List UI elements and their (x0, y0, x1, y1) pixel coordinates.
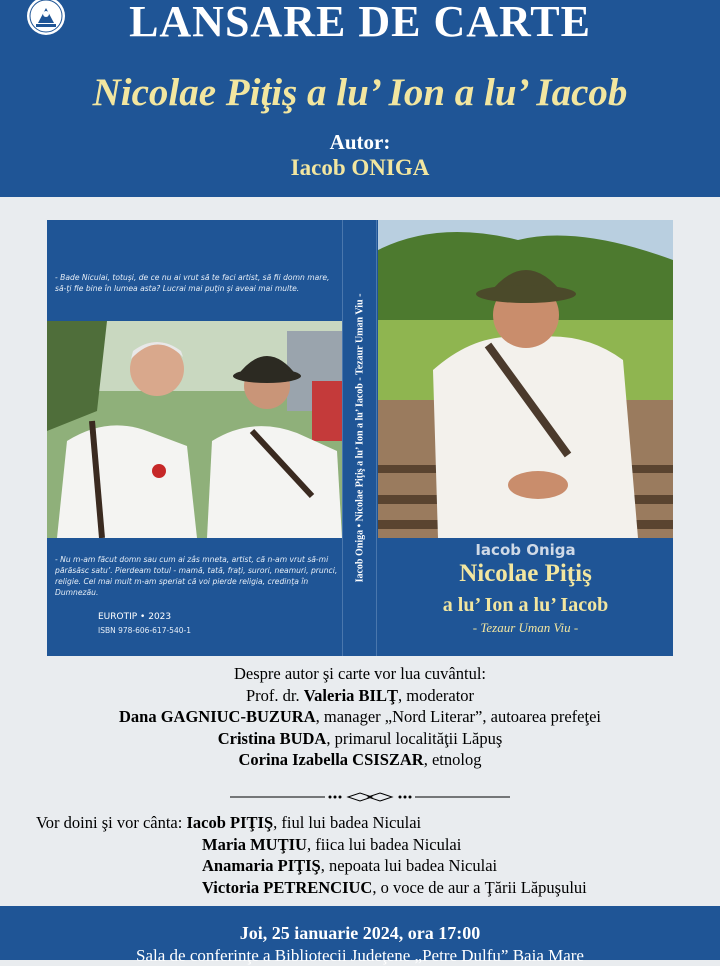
singer-role: , fiul lui badea Niculai (273, 813, 422, 832)
speakers-section (0, 663, 720, 771)
singer-role: , nepoata lui badea Niculai (320, 856, 498, 875)
front-title: Nicolae Piţiş (459, 560, 592, 587)
spine-text: Iacob Oniga • Nicolae Piţiş a lu’ Ion a lu’ Iacob - Tezaur Uman Viu - (354, 293, 365, 583)
speaker-name: Valeria BILŢ (303, 685, 398, 705)
author-name: Iacob ONIGA (290, 155, 430, 180)
speaker-name: Dana GAGNIUC-BUZURA (118, 707, 316, 726)
isbn: ISBN 978-606-617-540-1 (98, 626, 191, 635)
ornament-divider (230, 792, 510, 802)
singer-name: Anamaria PIŢIŞ (202, 856, 321, 875)
speaker-name: Corina Izabella CSISZAR (238, 750, 424, 769)
singer-name: Victoria PETRENCIUC (202, 877, 373, 897)
singer-name: Maria MUŢIU (202, 834, 307, 854)
speaker-prefix: Prof. dr. (245, 685, 304, 705)
front-title-line2: a lu’ Ion a lu’ Iacob (442, 594, 609, 616)
singer-row (202, 834, 461, 856)
page-title: LANSARE DE CARTE (129, 0, 591, 46)
header-band (0, 0, 720, 197)
front-series: - Tezaur Uman Viu - (472, 620, 579, 635)
speaker-row (0, 685, 720, 707)
speaker-role: , etnolog (423, 750, 482, 769)
book-title: Nicolae Piţiş a lu’ Ion a lu’ Iacob (92, 71, 628, 114)
event-band (0, 906, 720, 965)
speaker-row (0, 749, 720, 771)
event-venue: Sala de conferinţe a Bibliotecii Judeţene „Petre Dulfu” Baia Mare (136, 946, 584, 965)
singer-row (202, 855, 497, 877)
speaker-name: Cristina BUDA (217, 728, 327, 748)
singer-role: , o voce de aur a Ţării Lăpuşului (372, 877, 587, 897)
singer-row (202, 877, 587, 899)
back-quote-top: - Bade Niculai, totuşi, de ce nu ai vrut să te faci artist, să fii domn mare, să-ţi fie bine în lumea asta? Lucrai mai puţin şi aveai mai multe. (55, 273, 330, 293)
speakers-intro: Despre autor şi carte vor lua cuvântul: (234, 664, 486, 683)
singer-role: , fiica lui badea Niculai (306, 834, 462, 854)
front-cover (378, 220, 673, 656)
speaker-role: , moderator (397, 685, 475, 705)
speaker-role: , primarul localităţii Lăpuş (326, 728, 503, 748)
book-cover (47, 220, 673, 656)
two-men-photo (47, 321, 342, 538)
back-cover (47, 220, 342, 656)
singers-intro: Vor doini şi vor cânta: (36, 813, 187, 832)
singer-name: Iacob PIŢIŞ (186, 813, 274, 832)
speaker-row (0, 728, 720, 750)
publisher: EUROTIP • 2023 (98, 612, 172, 622)
book-spine (342, 220, 377, 656)
speaker-row (0, 706, 720, 728)
back-quote-bottom: - Nu m-am făcut domn sau cum ai zâs mneta, artist, că n-am vrut să-mi părăsăsc satu’. Pierdeam totul - mamă, tată, fraţi, surori, neamuri, prunci, religie. Cel mai mult m-am speriat că voi pierde religia, credinţa în Dumnezău. (55, 555, 338, 597)
old-man-photo (378, 220, 673, 538)
speaker-role: , manager „Nord Literar”, autoarea prefeţei (315, 707, 601, 726)
event-date: Joi, 25 ianuarie 2024, ora 17:00 (239, 923, 481, 943)
singer-row (36, 812, 421, 834)
front-author: Iacob Oniga (475, 541, 576, 559)
author-label: Autor: (329, 130, 391, 154)
